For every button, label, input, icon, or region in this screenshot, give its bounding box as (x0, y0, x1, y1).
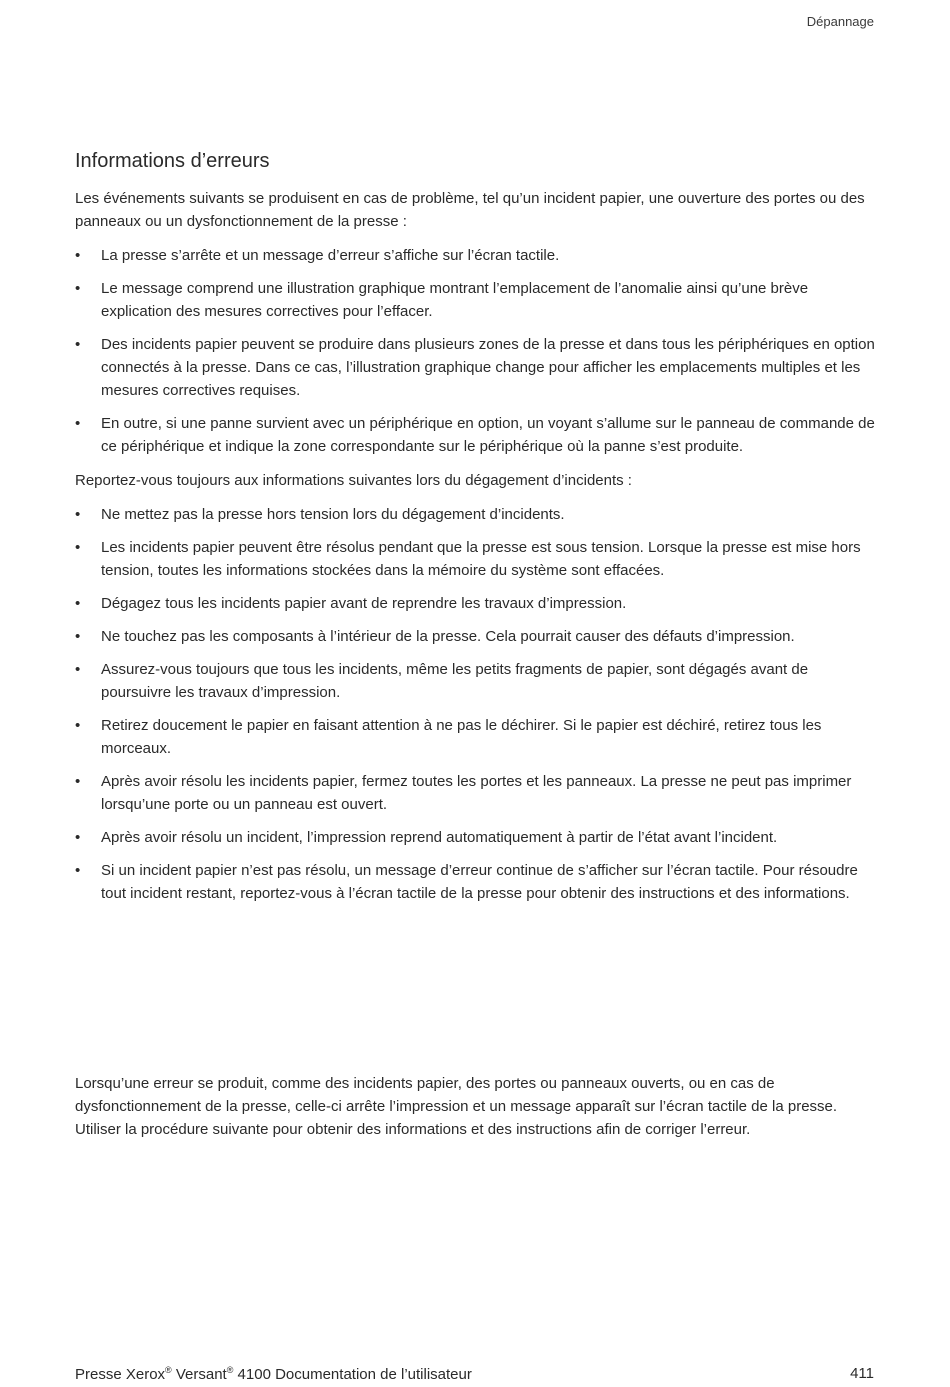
list-item-text: Assurez-vous toujours que tous les incidents, même les petits fragments de papier, sont dégagés avant de poursuivre les travaux d’impression. (101, 661, 809, 701)
list-item (75, 714, 875, 760)
list-item (75, 658, 875, 704)
bullet-icon: • (75, 247, 81, 264)
bullet-icon: • (75, 336, 81, 353)
reminders-list (75, 503, 875, 905)
section-title: Informations d’erreurs (75, 150, 270, 172)
list-item-text: La presse s’arrête et un message d’erreur s’affiche sur l’écran tactile. (101, 247, 560, 264)
page-number: 411 (850, 1365, 874, 1382)
bullet-icon: • (75, 829, 81, 846)
list-item-text: Après avoir résolu un incident, l’impression reprend automatiquement à partir de l’état avant l’incident. (101, 829, 778, 846)
list-item (75, 333, 875, 402)
bullet-icon: • (75, 717, 81, 734)
list-item-text: Retirez doucement le papier en faisant attention à ne pas le déchirer. Si le papier est déchiré, retirez tous les morceaux. (101, 717, 822, 757)
bullet-icon: • (75, 280, 81, 297)
list-item (75, 277, 875, 323)
list-item (75, 625, 875, 648)
bullet-icon: • (75, 862, 81, 879)
reminder-intro: Reportez-vous toujours aux informations suivantes lors du dégagement d’incidents : (75, 472, 632, 489)
list-item (75, 826, 875, 849)
list-item-text: Dégagez tous les incidents papier avant de reprendre les travaux d’impression. (101, 595, 627, 612)
intro-paragraph: Les événements suivants se produisent en cas de problème, tel qu’un incident papier, une ouverture des portes ou des panneaux ou un dysfonctionnement de la presse : (75, 190, 865, 230)
footer-brand: Presse Xerox (75, 1366, 166, 1383)
footer-model: 4100 Documentation de l’utilisateur (233, 1366, 472, 1383)
bullet-icon: • (75, 773, 81, 790)
registered-mark: ® (165, 1365, 172, 1375)
list-item (75, 412, 875, 458)
list-item (75, 503, 875, 526)
registered-mark: ® (226, 1365, 234, 1375)
list-item (75, 536, 875, 582)
bullet-icon: • (75, 539, 81, 556)
running-header: Dépannage (806, 14, 874, 29)
events-list (75, 244, 875, 458)
list-item (75, 592, 875, 615)
bullet-icon: • (75, 661, 81, 678)
list-item-text: Le message comprend une illustration graphique montrant l’emplacement de l’anomalie ainsi qu’une brève explication des mesures correctives pour l’effacer. (101, 280, 809, 320)
list-item-text: Ne touchez pas les composants à l’intérieur de la presse. Cela pourrait causer des défauts d’impression. (101, 628, 795, 645)
bullet-icon: • (75, 628, 81, 645)
list-item-text: Après avoir résolu les incidents papier, fermez toutes les portes et les panneaux. La presse ne peut pas imprimer lorsqu’une porte ou un panneau est ouvert. (101, 773, 852, 813)
list-item-text: En outre, si une panne survient avec un périphérique en option, un voyant s’allume sur le panneau de commande de ce périphérique et indique la zone correspondante sur le périphérique où la panne s’est produite. (101, 415, 875, 455)
procedure-intro: Lorsqu’une erreur se produit, comme des incidents papier, des portes ou panneaux ouverts, ou en cas de dysfonctionnement de la presse, celle-ci arrête l’impression et un message apparaît sur l’écran tactile de la presse. Utiliser la procédure suivante pour obtenir des informations et des instructions afin de corriger l’erreur. (75, 1075, 838, 1138)
main-content (75, 150, 875, 916)
list-item-text: Ne mettez pas la presse hors tension lors du dégagement d’incidents. (101, 506, 565, 523)
list-item-text: Les incidents papier peuvent être résolus pendant que la presse est sous tension. Lorsque la presse est mise hors tension, toutes les informations stockées dans la mémoire du système sont effacées. (101, 539, 861, 579)
footer-product: Versant (171, 1366, 227, 1383)
bullet-icon: • (75, 415, 81, 432)
list-item-text: Des incidents papier peuvent se produire dans plusieurs zones de la presse et dans tous les périphériques en option connectés à la presse. Dans ce cas, l’illustration graphique change pour afficher les emplacements multiples et les mesures correctives requises. (101, 336, 875, 399)
list-item-text: Si un incident papier n’est pas résolu, un message d’erreur continue de s’afficher sur l’écran tactile. Pour résoudre tout incident restant, reportez-vous à l’écran tactile de la presse pour obtenir des instructions et des informations. (101, 862, 858, 902)
list-item (75, 859, 875, 905)
list-item (75, 770, 875, 816)
bullet-icon: • (75, 595, 81, 612)
footer-title (75, 1365, 472, 1383)
list-item (75, 244, 875, 267)
bullet-icon: • (75, 506, 81, 523)
